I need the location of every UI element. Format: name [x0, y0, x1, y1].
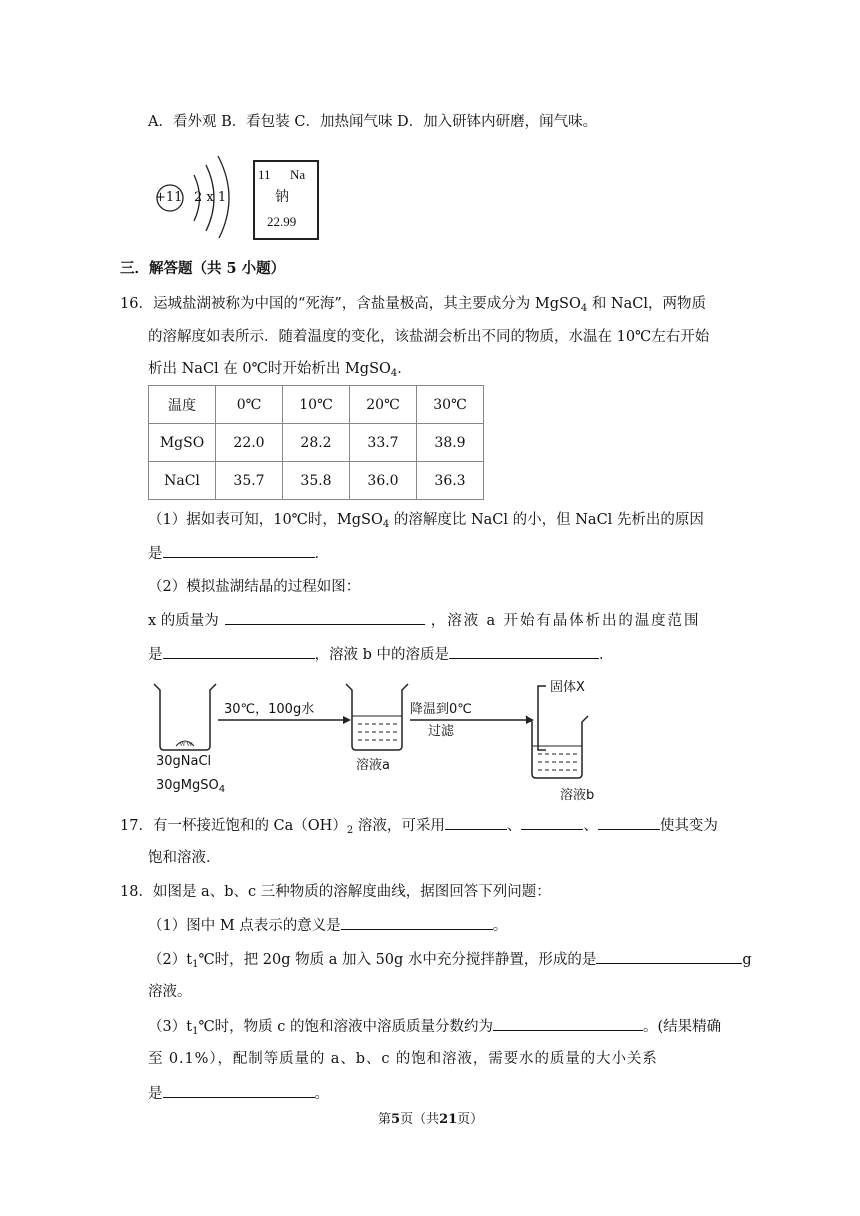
q18-part2-text-a: （2）t	[148, 952, 193, 968]
diagram-step2-label: 降温到0℃	[410, 702, 472, 717]
q16-part1-sub: 4	[382, 519, 390, 530]
beaker1-label-mgso4-sub: 4	[218, 784, 226, 795]
q18-part3-text-a: （3）t	[148, 1019, 193, 1035]
table-cell: 36.3	[417, 462, 484, 500]
q16-part2-d: ，溶液 b 中的溶质是	[314, 647, 449, 663]
q16-line1	[120, 294, 706, 319]
q18-part2-sub: 1	[192, 959, 199, 970]
q18-line1: 18．如图是 a、b、c 三种物质的溶解度曲线，据图回答下列问题：	[120, 884, 551, 900]
element-mass: 22.99	[267, 214, 297, 229]
q16-part1-text-c: 是	[148, 546, 163, 562]
atom-structure-diagram	[150, 148, 250, 238]
q16-line3-text: 析出 NaCl 在 0℃时开始析出 MgSO	[148, 361, 391, 377]
table-header-cell: 0℃	[216, 386, 283, 424]
answer-blank[interactable]	[521, 815, 583, 830]
table-header-cell: 20℃	[350, 386, 417, 424]
beaker1-label-mgso4-text: 30gMgSO	[156, 778, 219, 793]
footer-post: 页）	[457, 1112, 484, 1127]
answer-blank[interactable]	[493, 1016, 643, 1031]
q18-part3-text-c: 。(结果精确	[643, 1019, 722, 1035]
element-name: 钠	[275, 190, 289, 205]
q18-part3-line3	[148, 1083, 329, 1104]
table-row	[149, 462, 484, 500]
answer-blank[interactable]	[163, 1083, 315, 1098]
table-cell: 35.7	[216, 462, 283, 500]
q18-part3-text-line3: 是	[148, 1086, 163, 1102]
table-row	[149, 424, 484, 462]
q18-part2-text-b: ℃时，把 20g 物质 a 加入 50g 水中充分搅拌静置，形成的是	[198, 952, 597, 968]
q16-part2-x-tail: ，溶液 a 开始有晶体析出的温度范围	[430, 613, 701, 629]
table-cell: 22.0	[216, 424, 283, 462]
answer-blank[interactable]	[225, 610, 425, 625]
table-cell: 35.8	[283, 462, 350, 500]
footer-page-number: 5	[391, 1112, 401, 1127]
q18-part2	[148, 949, 752, 975]
element-number: 11	[258, 167, 271, 182]
crystallization-diagram	[148, 676, 618, 808]
q17-line2: 饱和溶液．	[148, 850, 221, 866]
beaker1-label-nacl: 30gNaCl	[156, 754, 212, 769]
solubility-table	[148, 385, 484, 500]
table-header-row	[149, 386, 484, 424]
table-cell: 38.9	[417, 424, 484, 462]
footer-mid: 页（共	[400, 1112, 440, 1127]
q16-part2-c: 是	[148, 647, 163, 663]
q17-text-b: 溶液，可采用	[353, 818, 445, 834]
q16-line3-sub: 4	[390, 368, 398, 379]
q18-part3	[148, 1016, 721, 1042]
q18-part1-end: 。	[492, 918, 508, 934]
answer-blank[interactable]	[445, 815, 507, 830]
element-card	[253, 160, 319, 240]
q17-text-a: 17．有一杯接近饱和的 Ca（OH）	[120, 818, 347, 834]
q16-part1-end: ．	[314, 546, 329, 562]
table-cell: MgSO	[149, 424, 216, 462]
q17-sub: 2	[346, 825, 354, 836]
q16-line1-text: 16．运城盐湖被称为中国的“死海”，含盐量极高，其主要成分为 MgSO	[120, 296, 581, 312]
q16-line1-sub: 4	[580, 303, 588, 314]
footer-total-pages: 21	[439, 1112, 458, 1127]
table-header-cell: 温度	[149, 386, 216, 424]
q17-text-c: 使其变为	[659, 818, 718, 834]
answer-blank[interactable]	[449, 644, 599, 659]
q17-sep: 、	[506, 818, 522, 834]
diagram-step1-label: 30℃，100g水	[224, 702, 315, 717]
q18-part1-text: （1）图中 M 点表示的意义是	[148, 918, 341, 934]
q16-part2-x: x 的质量为	[148, 613, 219, 629]
table-cell: 33.7	[350, 424, 417, 462]
table-cell: 28.2	[283, 424, 350, 462]
q16-line3	[148, 359, 412, 384]
q16-part2-line1	[148, 610, 700, 631]
answer-blank[interactable]	[596, 949, 742, 964]
q16-part1-line1	[148, 510, 704, 535]
q18-part3-line2: 至 0.1%），配制等质量的 a、b、c 的饱和溶液，需要水的质量的大小关系	[148, 1051, 658, 1067]
q16-line1-tail: 和 NaCl，两物质	[587, 296, 707, 312]
diagram-solid-label: 固体X	[550, 680, 585, 695]
q18-part3-end: 。	[314, 1086, 329, 1102]
q18-part3-text-b: ℃时，物质 c 的饱和溶液中溶质质量分数约为	[198, 1019, 493, 1035]
q18-part1	[148, 915, 507, 936]
q17-sep: 、	[583, 818, 598, 834]
beaker1-label-mgso4	[156, 778, 225, 795]
q18-part2-line2: 溶液。	[148, 984, 192, 1000]
answer-blank[interactable]	[163, 543, 315, 558]
diagram-filter-label: 过滤	[428, 724, 455, 739]
q16-line2: 的溶解度如表所示．随着温度的变化，该盐湖会析出不同的物质，水温在 10℃左右开始	[148, 329, 710, 345]
q16-part2-intro: （2）模拟盐湖结晶的过程如图：	[148, 579, 361, 595]
answer-blank[interactable]	[598, 815, 660, 830]
q16-part1-line2	[148, 543, 329, 564]
q16-part2-end: ．	[599, 647, 614, 663]
section-title: 三．解答题（共 5 小题）	[120, 260, 286, 277]
atom-nucleus: +11	[155, 190, 183, 205]
page-footer	[378, 1110, 483, 1130]
beaker3-label: 溶液b	[560, 788, 595, 803]
q15-options: A．看外观 B．看包装 C．加热闻气味 D．加入研钵内研磨，闻气味。	[148, 114, 598, 130]
footer-pre: 第	[378, 1112, 392, 1127]
table-cell: 36.0	[350, 462, 417, 500]
q16-part2-line2	[148, 644, 614, 665]
element-symbol: Na	[290, 167, 306, 182]
q16-part1-text-b: 的溶解度比 NaCl 的小，但 NaCl 先析出的原因	[389, 512, 704, 528]
q18-part2-unit: g	[742, 952, 752, 968]
q17-line1	[120, 815, 718, 841]
table-header-cell: 30℃	[417, 386, 484, 424]
q18-part3-sub: 1	[192, 1026, 199, 1037]
answer-blank[interactable]	[341, 915, 493, 930]
atom-shells: 2 x 1	[194, 190, 227, 205]
q16-part1-text-a: （1）据如表可知，10℃时，MgSO	[148, 512, 383, 528]
svg-text:ｗｗ: ｗｗ	[179, 740, 193, 748]
q16-line3-tail: ．	[397, 361, 412, 377]
table-cell: NaCl	[149, 462, 216, 500]
beaker2-label: 溶液a	[356, 758, 390, 773]
table-header-cell: 10℃	[283, 386, 350, 424]
answer-blank[interactable]	[163, 644, 315, 659]
